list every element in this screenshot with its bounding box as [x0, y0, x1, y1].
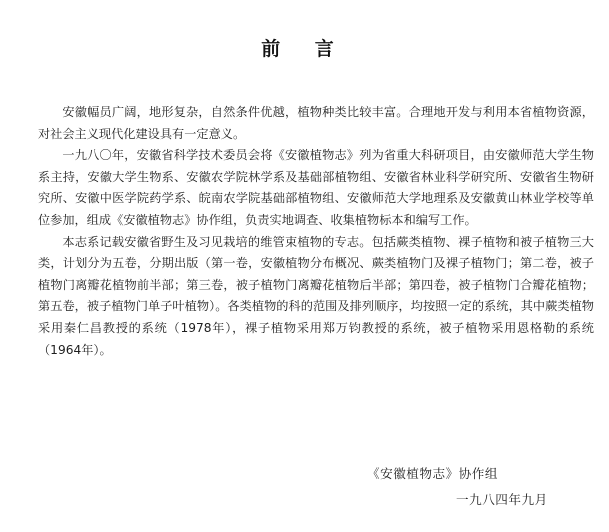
- signature-organization: 《安徽植物志》协作组: [367, 466, 498, 481]
- signature-date: 一九八四年九月: [456, 492, 548, 507]
- page-title: 前 言: [261, 38, 348, 60]
- paragraph-2: 一九八〇年，安徽省科学技术委员会将《安徽植物志》列为省重大科研项目，由安徽师范大学生物系主持，安徽大学生物系、安徽农学院林学系及基础部植物组、安徽省林业科学研究所、安徽省生物研究所、安徽中医学院药学系、皖南农学院基础部植物组、安徽师范大学地理系及安徽黄山林业学校等单位参加，组成《安徽植物志》协作组，负责实地调查、收集植物标本和编写工作。: [38, 148, 594, 227]
- preface-body: [38, 102, 594, 361]
- paragraph-1: 安徽幅员广阔，地形复杂，自然条件优越，植物种类比较丰富。合理地开发与利用本省植物资源，对社会主义现代化建设具有一定意义。: [38, 105, 594, 141]
- paragraph-3: 本志系记载安徽省野生及习见栽培的维管束植物的专志。包括蕨类植物、裸子植物和被子植物三大类，计划分为五卷，分期出版（第一卷，安徽植物分布概况、蕨类植物门及裸子植物门；第二卷，被子植物门离瓣花植物前半部；第三卷，被子植物门离瓣花植物后半部；第四卷，被子植物门合瓣花植物；第五卷，被子植物门单子叶植物）。各类植物的科的范围及排列顺序，均按照一定的系统，其中蕨类植物采用秦仁昌教授的系统（1978年），裸子植物采用郑万钧教授的系统，被子植物采用恩格勒的系统（1964年）。: [38, 234, 594, 357]
